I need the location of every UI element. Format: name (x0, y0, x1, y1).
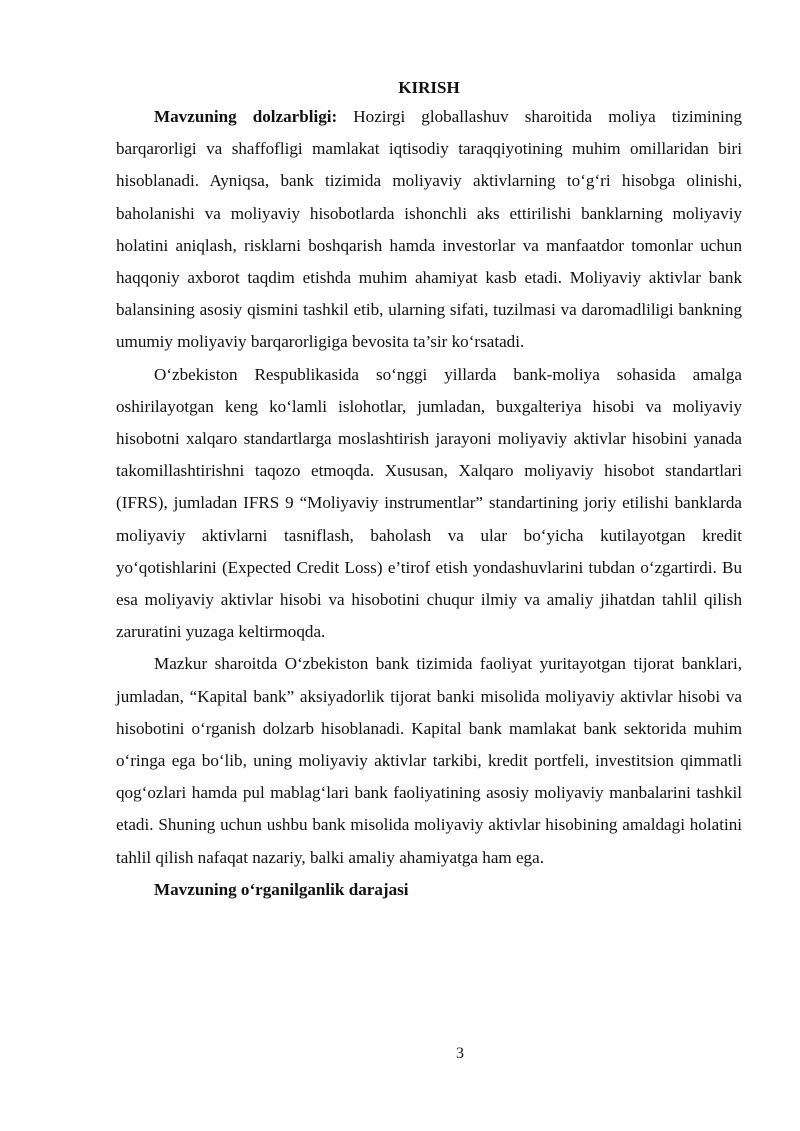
page-number: 3 (456, 1045, 464, 1062)
page-content (116, 75, 742, 906)
paragraph-kapital-bank: Mazkur sharoitda O‘zbekiston bank tizimida faoliyat yuritayotgan tijorat banklari, jumladan, “Kapital bank” aksiyadorlik tijorat banki misolida moliyaviy aktivlar hisobi va hisobotini o‘rganish dolzarb hisoblanadi. Kapital bank mamlakat bank sektorida muhim o‘ringa ega bo‘lib, uning moliyaviy aktivlar tarkibi, kredit portfeli, investitsion qimmatli qog‘ozlari hamda pul mablag‘lari bank faoliyatining asosiy moliyaviy manbalarini tashkil etadi. Shuning uchun ushbu bank misolida moliyaviy aktivlar hisobining amaldagi holatini tahlil qilish nafaqat nazariy, balki amaliy ahamiyatga ham ega. (116, 654, 742, 867)
paragraph-lead: Mavzuning dolzarbligi: (154, 107, 338, 126)
paragraph-reforms: O‘zbekiston Respublikasida so‘nggi yillarda bank-moliya sohasida amalga oshirilayotgan keng ko‘lamli islohotlar, jumladan, buxgalteriya hisobi va moliyaviy hisobotni xalqaro standartlarga moslashtirish jarayoni moliyaviy aktivlar hisobini yanada takomillashtirishni taqozo etmoqda. Xususan, Xalqaro moliyaviy hisobot standartlari (IFRS), jumladan IFRS 9 “Moliyaviy instrumentlar” standartining joriy etilishi banklarda moliyaviy aktivlarni tasniflash, baholash va ular bo‘yicha kutilayotgan kredit yo‘qotishlarini (Expected Credit Loss) e’tirof etish yondashuvlarini tubdan o‘zgartirdi. Bu esa moliyaviy aktivlar hisobi va hisobotini chuqur ilmiy va amaliy jihatdan tahlil qilish zaruratini yuzaga keltirmoqda. (116, 364, 742, 642)
section-subheading: Mavzuning o‘rganilganlik darajasi (154, 879, 409, 899)
paragraph-body: Hozirgi globallashuv sharoitida moliya tizimining barqarorligi va shaffofligi mamlakat iqtisodiy taraqqiyotining muhim omillaridan biri hisoblanadi. Ayniqsa, bank tizimida moliyaviy aktivlarning to‘g‘ri hisobga olinishi, baholanishi va moliyaviy hisobotlarda ishonchli aks ettirilishi banklarning moliyaviy holatini aniqlash, risklarni boshqarish hamda investorlar va manfaatdor tomonlar uchun haqqoniy axborot taqdim etishda muhim ahamiyat kasb etadi. Moliyaviy aktivlar bank balansining asosiy qismini tashkil etib, ularning sifati, tuzilmasi va daromadliligi bankning umumiy moliyaviy barqarorligiga bevosita ta’sir ko‘rsatadi. (116, 107, 743, 352)
page-title: KIRISH (398, 78, 460, 97)
paragraph-relevance (116, 101, 742, 359)
